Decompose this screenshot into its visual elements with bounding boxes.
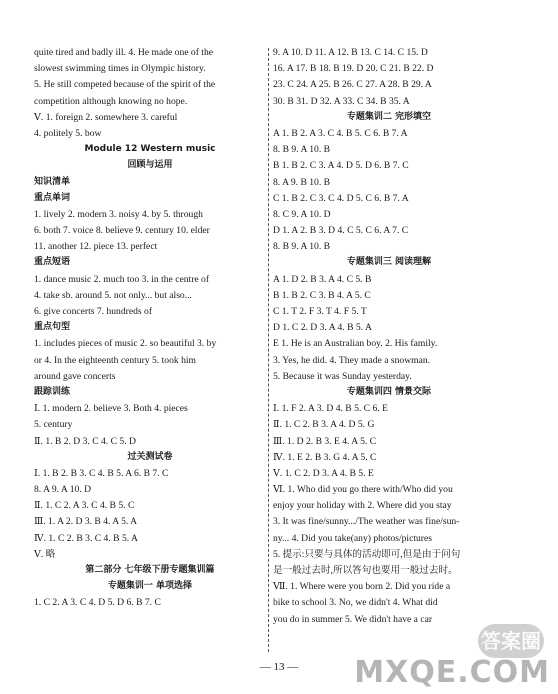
- answer-line: A 1. B 2. A 3. C 4. B 5. C 6. B 7. A: [273, 127, 408, 139]
- watermark: MXQE.COM: [354, 655, 550, 690]
- answer-line: Ⅰ. 1. B 2. B 3. C 4. B 5. A 6. B 7. C: [34, 467, 169, 479]
- answer-line: 5. Because it was Sunday yesterday.: [273, 370, 412, 382]
- answer-line: Ⅰ. 1. modern 2. believe 3. Both 4. pieces: [34, 403, 188, 415]
- answer-line: 6. both 7. voice 8. believe 9. century 10. elder: [34, 225, 210, 237]
- answer-line: Ⅱ. 1. C 2. B 3. A 4. D 5. G: [273, 419, 375, 431]
- subsection-heading: 知识清单: [34, 176, 71, 187]
- section-heading: 回顾与运用: [127, 160, 173, 171]
- answer-line: Ⅴ. 1. foreign 2. somewhere 3. careful: [34, 111, 178, 123]
- section-heading: 专题集训四 情景交际: [346, 386, 432, 397]
- answer-line: Ⅶ. 1. Where were you born 2. Did you ride a: [273, 581, 451, 593]
- answer-line: 5. He still competed because of the spirit of the: [34, 79, 216, 91]
- answer-line: Ⅳ. 1. C 2. B 3. C 4. B 5. A: [34, 532, 138, 544]
- watermark-badge: 答案圈: [478, 624, 544, 658]
- answer-line: 8. B 9. A 10. B: [273, 241, 331, 253]
- answer-line: around gave concerts: [34, 370, 116, 382]
- answer-line: slowest swimming times in Olympic history.: [34, 63, 206, 75]
- answer-line: 1. includes pieces of music 2. so beautiful 3. by: [34, 338, 217, 350]
- subsection-heading: 重点短语: [34, 257, 71, 268]
- answer-line: B 1. B 2. C 3. B 4. A 5. C: [273, 289, 371, 301]
- answer-line: 8. C 9. A 10. D: [273, 208, 331, 220]
- answer-line: 8. A 9. A 10. D: [34, 484, 92, 496]
- answer-line: 30. B 31. D 32. A 33. C 34. B 35. A: [273, 95, 410, 107]
- answer-line: enjoy your holiday with 2. Where did you stay: [273, 500, 452, 512]
- answer-line: C 1. B 2. C 3. C 4. D 5. C 6. B 7. A: [273, 192, 409, 204]
- left-column: [34, 48, 266, 615]
- answer-line: 4. take sb. around 5. not only... but also...: [34, 289, 192, 301]
- answer-line: 3. Yes, he did. 4. They made a snowman.: [273, 354, 431, 366]
- answer-line: 4. politely 5. bow: [34, 127, 102, 139]
- answer-line: 1. dance music 2. much too 3. in the centre of: [34, 273, 210, 285]
- subsection-heading: 重点单词: [34, 192, 71, 203]
- answer-line: 11. another 12. piece 13. perfect: [34, 241, 158, 253]
- answer-line: 1. C 2. A 3. C 4. D 5. D 6. B 7. C: [34, 597, 161, 609]
- answer-line: or 4. In the eighteenth century 5. took him: [34, 354, 196, 366]
- answer-line: 8. A 9. B 10. B: [273, 176, 331, 188]
- answer-line: ny... 4. Did you take(any) photos/pictures: [273, 532, 432, 544]
- answer-line: 8. B 9. A 10. B: [273, 144, 331, 156]
- subsection-heading: 跟踪训练: [34, 386, 71, 397]
- answer-line: Ⅱ. 1. C 2. A 3. C 4. B 5. C: [34, 500, 135, 512]
- answer-line: 1. lively 2. modern 3. noisy 4. by 5. through: [34, 208, 203, 220]
- answer-line: bike to school 3. No, we didn't 4. What did: [273, 597, 438, 609]
- answer-line: you do in summer 5. We didn't have a car: [273, 613, 433, 625]
- answer-line: Ⅱ. 1. B 2. D 3. C 4. C 5. D: [34, 435, 136, 447]
- answer-line: 16. A 17. B 18. B 19. D 20. C 21. B 22. D: [273, 63, 434, 75]
- answer-line: B 1. B 2. C 3. A 4. D 5. D 6. B 7. C: [273, 160, 409, 172]
- answer-line: Ⅵ. 1. Who did you go there with/Who did you: [273, 484, 453, 496]
- section-heading: 第二部分 七年级下册专题集训篇: [85, 565, 215, 575]
- section-heading: 专题集训三 阅读理解: [346, 257, 432, 268]
- answer-line: 5. 提示:只要与具体的活动即可,但是由于问句: [273, 548, 461, 560]
- column-divider: [268, 48, 269, 652]
- answer-line: quite tired and badly ill. 4. He made one of the: [34, 47, 214, 58]
- answer-line: A 1. D 2. B 3. A 4. C 5. B: [273, 273, 372, 285]
- answer-line: Ⅰ. 1. F 2. A 3. D 4. B 5. C 6. E: [273, 403, 388, 415]
- answer-line: Ⅴ. 1. C 2. D 3. A 4. B 5. E: [273, 467, 374, 479]
- answer-line: 9. A 10. D 11. A 12. B 13. C 14. C 15. D: [273, 47, 428, 58]
- answer-line: 是一般过去时,所以答句也要用一般过去时。: [273, 565, 458, 576]
- answer-line: D 1. A 2. B 3. D 4. C 5. C 6. A 7. C: [273, 225, 409, 237]
- section-heading: 专题集训一 单项选择: [107, 581, 193, 592]
- answer-line: D 1. C 2. D 3. A 4. B 5. A: [273, 322, 372, 334]
- subsection-heading: 重点句型: [34, 322, 71, 333]
- answer-line: 5. century: [34, 419, 73, 431]
- answer-line: Ⅲ. 1. A 2. D 3. B 4. A 5. A: [34, 516, 138, 528]
- answer-line: Ⅲ. 1. D 2. B 3. E 4. A 5. C: [273, 435, 377, 447]
- right-column: [273, 48, 505, 631]
- answer-line: 23. C 24. A 25. B 26. C 27. A 28. B 29. A: [273, 79, 432, 91]
- page-number: — 13 —: [259, 661, 299, 673]
- answer-line: Ⅳ. 1. E 2. B 3. G 4. A 5. C: [273, 451, 377, 463]
- answer-line: 3. It was fine/sunny.../The weather was fine/sun-: [273, 516, 460, 528]
- section-heading: 过关测试卷: [127, 451, 173, 462]
- section-heading: 专题集训二 完形填空: [346, 111, 432, 122]
- answer-line: competition although knowing no hope.: [34, 95, 188, 107]
- answer-line: E 1. He is an Australian boy. 2. His family.: [273, 338, 438, 350]
- answer-line: 6. give concerts 7. hundreds of: [34, 306, 153, 317]
- section-heading: Module 12 Western music: [84, 144, 216, 155]
- answer-line: C 1. T 2. F 3. T 4. F 5. T: [273, 306, 367, 317]
- answer-line: Ⅴ. 略: [34, 548, 56, 560]
